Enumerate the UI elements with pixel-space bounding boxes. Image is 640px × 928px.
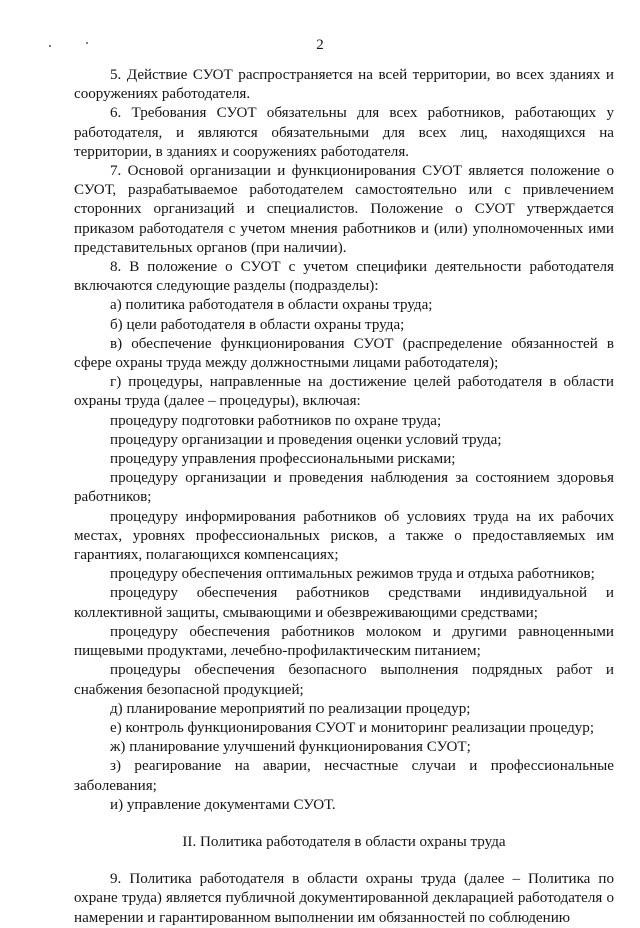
paragraph-5: 5. Действие СУОТ распространяется на всей территории, во всех зданиях и сооружениях работодателя. <box>74 67 614 103</box>
procedure-item: процедуры обеспечения безопасного выполнения подрядных работ и снабжения безопасной продукцией; <box>74 662 614 698</box>
list-item-z: з) реагирование на аварии, несчастные случаи и профессиональные заболевания; <box>74 758 614 794</box>
list-item-e: е) контроль функционирования СУОТ и мониторинг реализации процедур; <box>110 719 595 736</box>
procedure-item: процедуру организации и проведения наблюдения за состоянием здоровья работников; <box>74 470 614 506</box>
procedure-item: процедуру обеспечения работников средствами индивидуальной и коллективной защиты, смывающими и обезвреживающими средствами; <box>74 585 614 621</box>
procedure-item: процедуру подготовки работников по охране труда; <box>110 412 442 429</box>
list-item-b: б) цели работодателя в области охраны труда; <box>110 316 405 333</box>
document-body <box>74 66 614 928</box>
procedure-item: процедуру управления профессиональными рисками; <box>110 451 456 468</box>
section-heading: II. Политика работодателя в области охраны труда <box>182 833 506 850</box>
procedure-item: процедуру обеспечения работников молоком и другими равноценными пищевыми продуктами, лечебно-профилактическим питанием; <box>74 623 614 660</box>
scan-speck <box>49 45 51 47</box>
list-item-v: в) обеспечение функционирования СУОТ (распределение обязанностей в сфере охраны труда между должностными лицами работодателя); <box>74 335 614 372</box>
paragraph-8: 8. В положение о СУОТ с учетом специфики деятельности работодателя включаются следующие разделы (подразделы): <box>74 259 614 295</box>
procedure-item: процедуру организации и проведения оценки условий труда; <box>110 431 502 448</box>
paragraph-9: 9. Политика работодателя в области охраны труда (далее – Политика по охране труда) является публичной документированной декларацией работодателя о намерении и гарантированном выполнении им обязанностей по соблюдению <box>74 871 614 926</box>
procedure-item: процедуру информирования работников об условиях труда на их рабочих местах, уровнях профессиональных рисков, а также о предоставляемых им гарантиях, полагающихся компенсациях; <box>74 508 614 564</box>
paragraph-7: 7. Основой организации и функционирования СУОТ является положение о СУОТ, разрабатываемое работодателем самостоятельно или с привлечением сторонних организаций и специалистов. Положение о СУОТ утверждается приказом работодателя с учетом мнения работников и (или) уполномоченных ими представительных органов (при наличии). <box>74 163 614 256</box>
list-item-i: и) управление документами СУОТ. <box>110 796 336 813</box>
list-item-d: д) планирование мероприятий по реализации процедур; <box>110 700 471 717</box>
page-number: 2 <box>316 37 324 53</box>
list-item-g: г) процедуры, направленные на достижение целей работодателя в области охраны труда (далее – процедуры), включая: <box>74 374 614 410</box>
list-item-a: а) политика работодателя в области охраны труда; <box>110 297 433 314</box>
scan-speck <box>86 42 88 44</box>
procedure-item: процедуру обеспечения оптимальных режимов труда и отдыха работников; <box>110 566 595 583</box>
list-item-zh: ж) планирование улучшений функционирования СУОТ; <box>110 739 471 756</box>
paragraph-6: 6. Требования СУОТ обязательны для всех работников, работающих у работодателя, и являются обязательными для всех лиц, находящихся на территории, в зданиях и сооружениях работодателя. <box>74 105 614 160</box>
